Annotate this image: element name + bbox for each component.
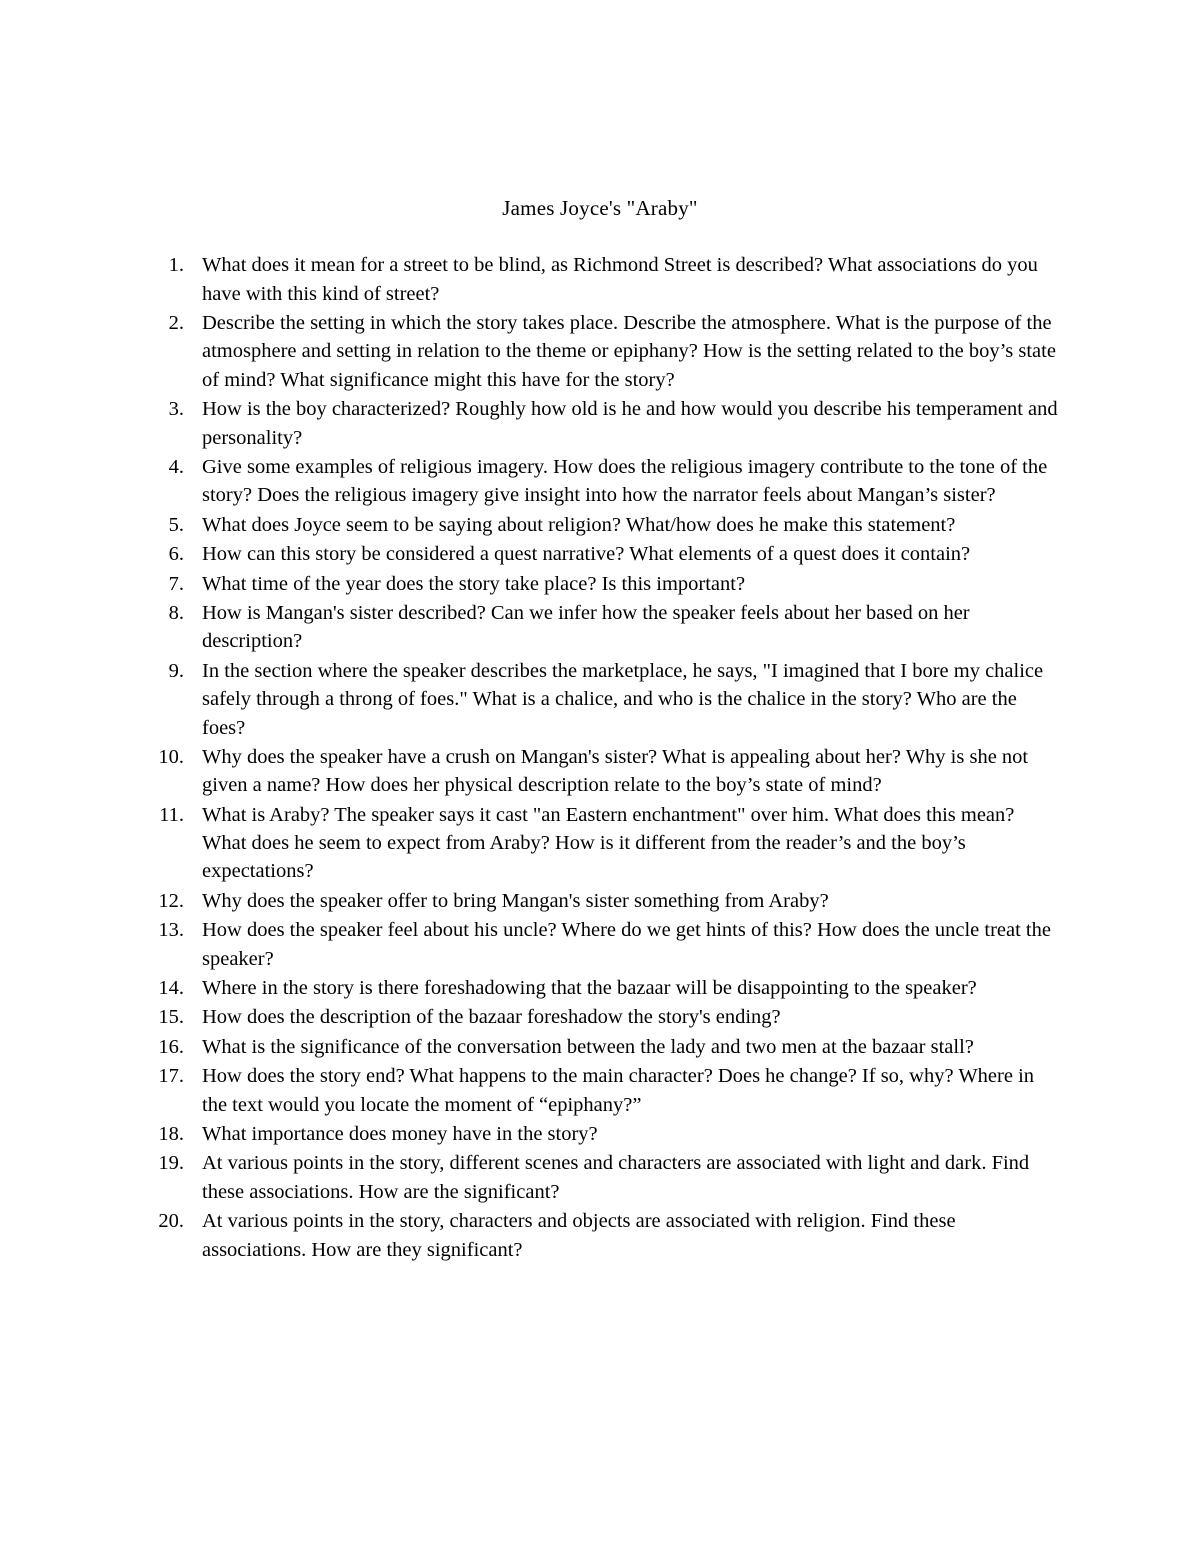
list-item-number: 14. (158, 977, 184, 1000)
list-item (140, 1003, 1060, 1031)
list-item-number: 16. (158, 1035, 184, 1058)
list-item-text: How is the boy characterized? Roughly how old is he and how would you describe his temperament and personality? (202, 398, 1058, 449)
list-item (140, 251, 1060, 308)
list-item-number: 8. (168, 601, 184, 624)
list-item (140, 974, 1060, 1002)
list-item (140, 453, 1060, 510)
list-item (140, 1207, 1060, 1264)
list-item (140, 540, 1060, 568)
list-item (140, 1062, 1060, 1119)
list-item-text: What does it mean for a street to be blind, as Richmond Street is described? What associations do you have with this kind of street? (202, 254, 1038, 305)
page-title: James Joyce's "Araby" (502, 196, 698, 220)
list-item-text: What time of the year does the story take place? Is this important? (202, 572, 746, 595)
list-item-number: 12. (158, 889, 184, 912)
list-item (140, 570, 1060, 598)
list-item-text: How is Mangan's sister described? Can we infer how the speaker feels about her based on her description? (202, 601, 970, 653)
list-item-number: 6. (168, 543, 184, 566)
list-item-text: Why does the speaker offer to bring Mangan's sister something from Araby? (202, 889, 829, 912)
list-item-number: 3. (168, 398, 184, 421)
list-item-text: How can this story be considered a quest narrative? What elements of a quest does it contain? (202, 543, 971, 566)
list-item-number: 20. (158, 1210, 184, 1233)
list-item (140, 743, 1060, 800)
list-item-number: 5. (168, 513, 184, 536)
list-item (140, 395, 1060, 452)
list-item-text: At various points in the story, different scenes and characters are associated with light and dark. Find these associations. How are the significant? (202, 1152, 1030, 1203)
list-item-text: Where in the story is there foreshadowing that the bazaar will be disappointing to the speaker? (202, 977, 977, 1000)
list-item-text: What does Joyce seem to be saying about religion? What/how does he make this statement? (202, 513, 956, 536)
list-item-number: 2. (168, 312, 184, 335)
list-item-number: 13. (158, 919, 184, 942)
list-item-text: What importance does money have in the story? (202, 1122, 598, 1145)
list-item (140, 599, 1060, 656)
list-item-number: 9. (168, 659, 184, 682)
list-item-number: 4. (168, 455, 184, 478)
list-item-number: 11. (159, 803, 184, 826)
list-item (140, 657, 1060, 742)
list-item-number: 15. (158, 1006, 184, 1029)
list-item (140, 511, 1060, 539)
list-item-number: 19. (158, 1152, 184, 1175)
list-item (140, 1033, 1060, 1061)
question-list (140, 251, 1060, 1264)
list-item-number: 1. (168, 254, 184, 277)
list-item-number: 17. (158, 1065, 184, 1088)
list-item-number: 18. (158, 1122, 184, 1145)
list-item-text: How does the speaker feel about his uncle? Where do we get hints of this? How does the uncle treat the speaker? (202, 919, 1051, 970)
list-item (140, 309, 1060, 394)
list-item (140, 1120, 1060, 1148)
list-item-number: 7. (168, 572, 184, 595)
list-item (140, 1149, 1060, 1206)
list-item-number: 10. (158, 745, 184, 768)
list-item-text: At various points in the story, characters and objects are associated with religion. Find these associations. How are they significant? (202, 1210, 956, 1261)
list-item-text: How does the story end? What happens to the main character? Does he change? If so, why? Where in the text would you locate the moment of “epiphany?” (202, 1065, 1035, 1116)
list-item (140, 801, 1060, 886)
list-item-text: How does the description of the bazaar foreshadow the story's ending? (202, 1006, 781, 1029)
list-item-text: What is the significance of the conversation between the lady and two men at the bazaar stall? (202, 1035, 974, 1058)
list-item (140, 916, 1060, 973)
list-item-text: In the section where the speaker describes the marketplace, he says, "I imagined that I bore my chalice safely through a throng of foes." What is a chalice, and who is the chalice in the story? Who are the foes? (202, 659, 1044, 739)
list-item (140, 887, 1060, 915)
list-item-text: Give some examples of religious imagery. How does the religious imagery contribute to the tone of the story? Does the religious imagery give insight into how the narrator feels about Mangan’s sister? (202, 455, 1048, 507)
list-item-text: Describe the setting in which the story takes place. Describe the atmosphere. What is the purpose of the atmosphere and setting in relation to the theme or epiphany? How is the setting related to the boy’s state of mind? What significance might this have for the story? (202, 312, 1056, 391)
list-item-text: What is Araby? The speaker says it cast "an Eastern enchantment" over him. What does this mean? What does he seem to expect from Araby? How is it different from the reader’s and the boy’s expectations? (202, 803, 1015, 883)
list-item-text: Why does the speaker have a crush on Mangan's sister? What is appealing about her? Why is she not given a name? How does her physical description relate to the boy’s state of mind? (202, 745, 1029, 797)
